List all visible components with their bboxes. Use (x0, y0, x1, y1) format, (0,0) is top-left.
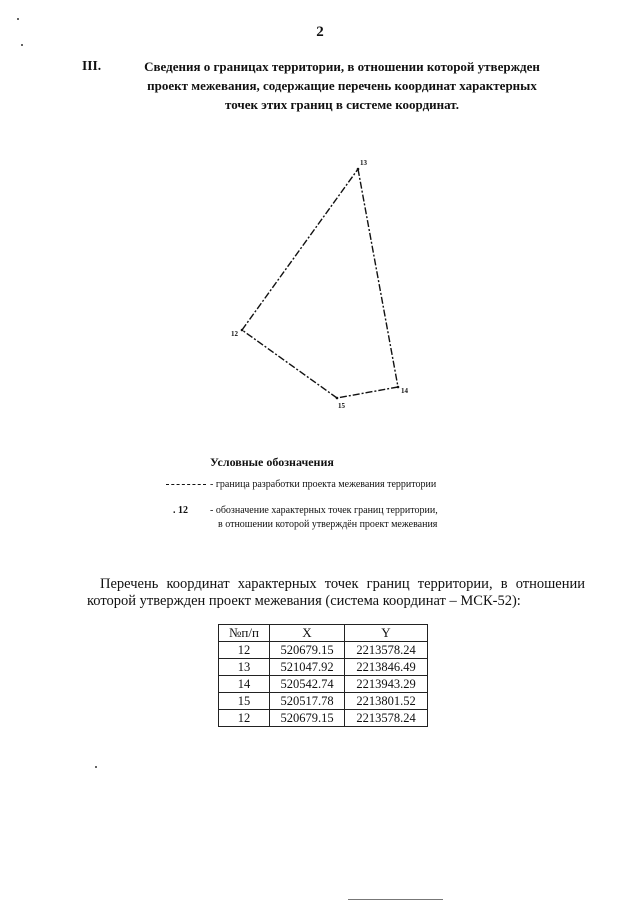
table-row (219, 659, 428, 676)
cell-x: 520517.78 (270, 693, 345, 710)
cell-x: 520542.74 (270, 676, 345, 693)
header-x: X (270, 625, 345, 642)
boundary-segment-15-12 (242, 330, 337, 398)
cell-point-number: 12 (219, 642, 270, 659)
cell-x: 521047.92 (270, 659, 345, 676)
section-title-line-1: Сведения о границах территории, в отношении которой утвержден (144, 59, 540, 74)
point-marker-12 (241, 329, 244, 332)
table-row (219, 710, 428, 727)
cell-point-number: 15 (219, 693, 270, 710)
boundary-segment-14-15 (337, 387, 398, 398)
legend-line-description: - граница разработки проекта межевания территории (210, 479, 437, 490)
legend-point-description-2: в отношении которой утверждён проект межевания (218, 519, 438, 530)
coordinates-intro-line-1: Перечень координат характерных точек границ территории, в отношении (100, 576, 585, 592)
point-label-12: 12 (231, 330, 238, 338)
table-row (219, 693, 428, 710)
page-number: 2 (316, 24, 324, 40)
section-title-line-3: точек этих границ в системе координат. (225, 97, 459, 112)
coordinates-intro-line-2: которой утвержден проект межевания (система координат – МСК-52): (87, 593, 521, 609)
header-y: Y (345, 625, 428, 642)
point-marker-14 (397, 386, 400, 389)
cell-point-number: 13 (219, 659, 270, 676)
footer-rule (348, 899, 443, 900)
table-header-row (219, 625, 428, 642)
cell-y: 2213578.24 (345, 642, 428, 659)
cell-y: 2213578.24 (345, 710, 428, 727)
scan-speck (95, 766, 97, 768)
point-marker-15 (336, 397, 339, 400)
table-row (219, 676, 428, 693)
header-number: №п/п (219, 625, 270, 642)
boundary-segment-13-14 (358, 169, 398, 387)
cell-point-number: 12 (219, 710, 270, 727)
section-title-line-2: проект межевания, содержащие перечень координат характерных (147, 78, 537, 93)
legend-dashed-line-sample (166, 484, 206, 485)
cell-x: 520679.15 (270, 642, 345, 659)
legend-point-description-1: - обозначение характерных точек границ территории, (210, 505, 438, 516)
cell-y: 2213846.49 (345, 659, 428, 676)
legend-title: Условные обозначения (210, 455, 334, 469)
legend-point-sample: . 12 (173, 505, 188, 516)
point-label-13: 13 (360, 159, 367, 167)
section-number: III. (82, 58, 102, 73)
boundary-segment-12-13 (242, 169, 358, 330)
point-label-14: 14 (401, 387, 408, 395)
point-marker-13 (357, 168, 360, 171)
cell-x: 520679.15 (270, 710, 345, 727)
point-label-15: 15 (338, 402, 345, 410)
coordinates-table (218, 624, 428, 727)
cell-y: 2213801.52 (345, 693, 428, 710)
cell-y: 2213943.29 (345, 676, 428, 693)
scan-speck (21, 44, 23, 46)
scan-speck (17, 18, 19, 20)
table-row (219, 642, 428, 659)
cell-point-number: 14 (219, 676, 270, 693)
